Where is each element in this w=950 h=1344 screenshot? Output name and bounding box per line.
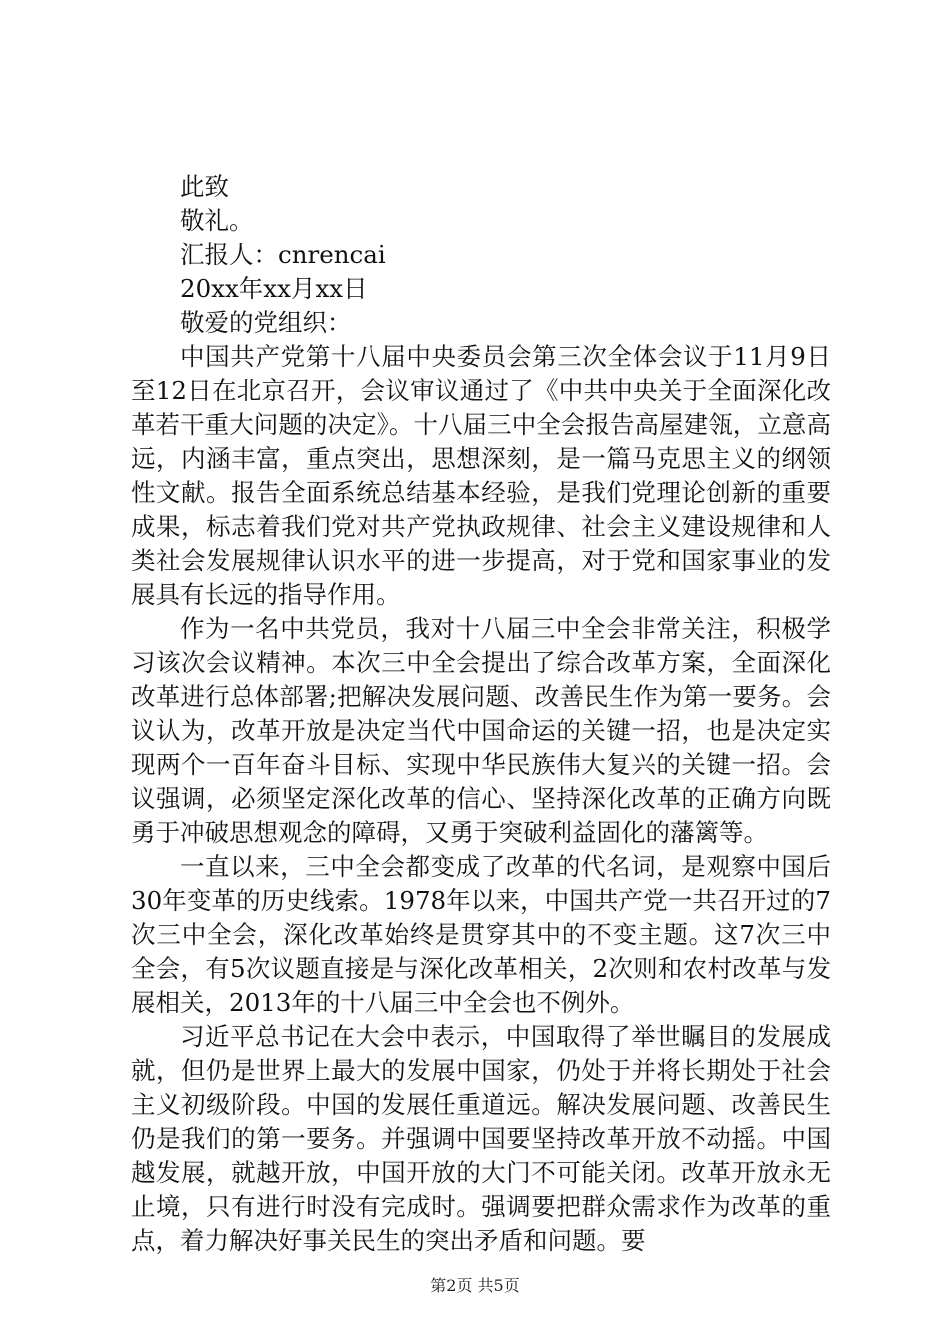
paragraph-2: 作为一名中共党员，我对十八届三中全会非常关注，积极学习该次会议精神。本次三中全会提出了综合改革方案，全面深化改革进行总体部署;把解决发展问题、改善民生作为第一要务。会议认为，改革开放是决定当代中国命运的关键一招，也是决定实现两个一百年奋斗目标、实现中华民族伟大复兴的关键一招。会议强调，必须坚定深化改革的信心、坚持深化改革的正确方向既勇于冲破思想观念的障碍，又勇于突破利益固化的藩篱等。 [131,614,831,847]
paragraph-4: 习近平总书记在大会中表示，中国取得了举世瞩目的发展成就，但仍是世界上最大的发展中国家，仍处于并将长期处于社会主义初级阶段。中国的发展任重道远。解决发展问题、改善民生仍是我们的第一要务。并强调中国要坚持改革开放不动摇。中国越发展，就越开放，中国开放的大门不可能关闭。改革开放永无止境，只有进行时没有完成时。强调要把群众需求作为改革的重点，着力解决好事关民生的突出矛盾和问题。要 [131,1022,831,1255]
reporter-line: 汇报人：cnrencai [180,240,386,269]
date-line: 20xx年xx月xx日 [180,274,368,303]
paragraph-1: 中国共产党第十八届中央委员会第三次全体会议于11月9日至12日在北京召开，会议审议通过了《中共中央关于全面深化改革若干重大问题的决定》。十八届三中全会报告高屋建瓴，立意高远，内涵丰富，重点突出，思想深刻，是一篇马克思主义的纲领性文献。报告全面系统总结基本经验，是我们党理论创新的重要成果，标志着我们党对共产党执政规律、社会主义建设规律和人类社会发展规律认识水平的进一步提高，对于党和国家事业的发展具有长远的指导作用。 [131,342,831,609]
document-body [131,170,831,1258]
closing-line-1: 此致 [180,172,229,201]
salutation-line: 敬爱的党组织： [180,308,352,337]
paragraph-3: 一直以来，三中全会都变成了改革的代名词，是观察中国后30年变革的历史线索。1978年以来，中国共产党一共召开过的7次三中全会，深化改革始终是贯穿其中的不变主题。这7次三中全会，有5次议题直接是与深化改革相关，2次则和农村改革与发展相关，2013年的十八届三中全会也不例外。 [131,852,831,1017]
closing-line-2: 敬礼。 [180,206,254,235]
page-indicator: 第2页 共5页 [430,1276,520,1295]
page-footer [0,1276,950,1296]
